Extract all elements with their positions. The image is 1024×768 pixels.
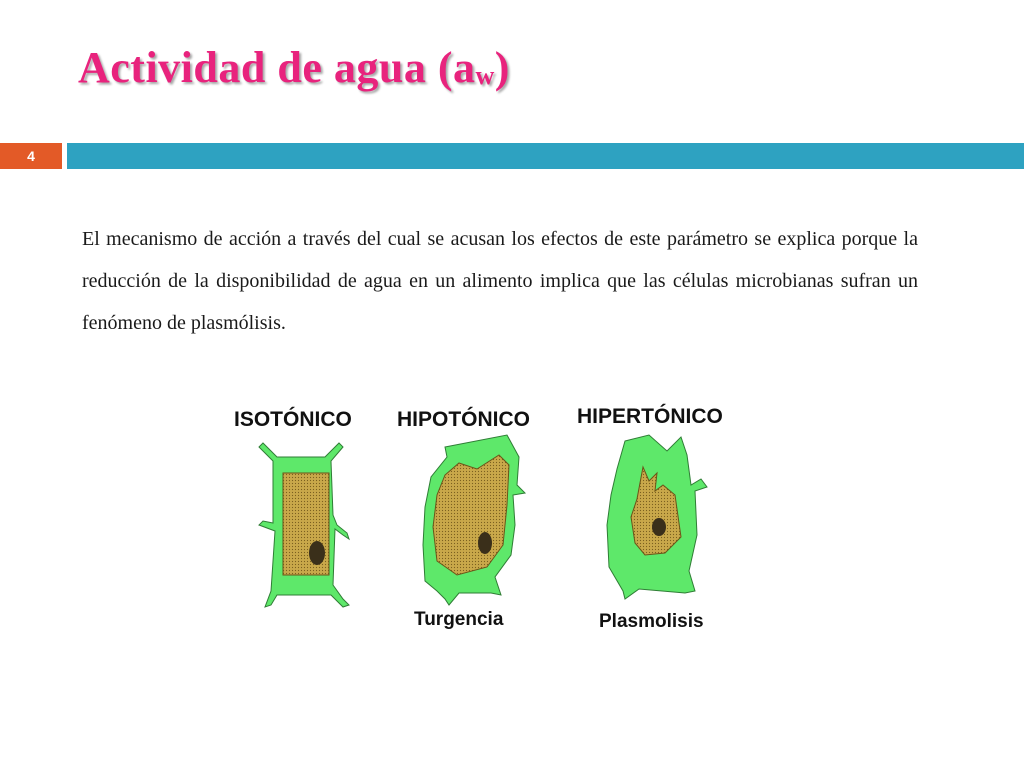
accent-bar bbox=[67, 143, 1024, 169]
label-hipertonico: HIPERTÓNICO bbox=[577, 405, 723, 428]
label-isotonico: ISOTÓNICO bbox=[234, 408, 352, 431]
osmosis-diagram bbox=[225, 395, 765, 645]
label-plasmolisis: Plasmolisis bbox=[599, 611, 704, 632]
cell-hipotonico bbox=[423, 435, 525, 605]
title-subscript: w bbox=[475, 61, 495, 90]
osmosis-diagram-svg bbox=[225, 395, 765, 645]
nucleus-hipotonico bbox=[478, 532, 492, 554]
cell-hipertonico bbox=[607, 435, 707, 599]
page-number-bar bbox=[0, 143, 62, 169]
slide-title bbox=[78, 42, 510, 93]
cell-isotonico bbox=[259, 443, 349, 607]
nucleus-isotonico bbox=[309, 541, 325, 565]
label-turgencia: Turgencia bbox=[414, 609, 504, 630]
label-hipotonico: HIPOTÓNICO bbox=[397, 408, 531, 431]
title-close: ) bbox=[494, 43, 510, 92]
page-number: 4 bbox=[27, 148, 35, 164]
title-text: Actividad de agua (a bbox=[78, 43, 476, 92]
body-paragraph: El mecanismo de acción a través del cual se acusan los efectos de este parámetro se explica porque la reducción de la disponibilidad de agua en un alimento implica que las células microbianas sufran un fenómeno de plasmólisis. bbox=[82, 228, 918, 334]
nucleus-hipertonico bbox=[652, 518, 666, 536]
